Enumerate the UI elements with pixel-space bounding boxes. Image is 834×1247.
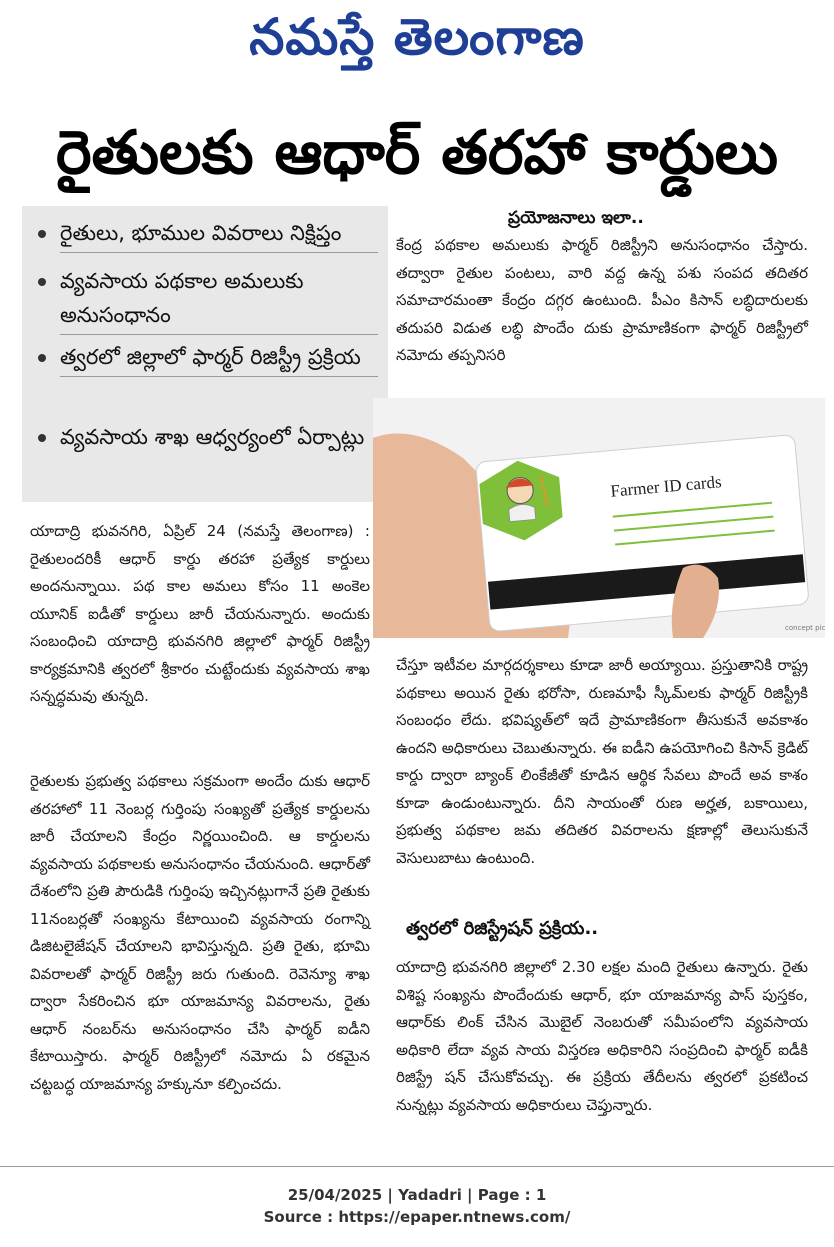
bullet-dot-icon bbox=[38, 354, 46, 362]
article-paragraph: యాదాద్రి భువనగిరి, ఏప్రిల్ 24 (నమస్తే తెలంగాణ) : రైతులందరికీ ఆధార్ కార్డు తరహా ప్రత్యేక కార్డులు అందనున్నాయి. పథ కాల అమలు కోసం 11 అంకెల యూనిక్ ఐడీతో కార్డులు జారీ చేయనున్నారు. అందుకు సంబంధించి యాదాద్రి భువనగిరి జిల్లాలో ఫార్మర్ రిజిస్ట్రీ కార్యక్రమానికి త్వరలో శ్రీకారం చుట్టేందుకు వ్యవసాయ శాఖ సన్నద్ధమవు తున్నది. bbox=[30, 522, 370, 705]
article-paragraph: చేస్తూ ఇటీవల మార్గదర్శకాలు కూడా జారీ అయ్యాయి. ప్రస్తుతానికి రాష్ట్ర పథకాలు అయిన రైతు భరోసా, రుణమాఫీ స్కీమ్‌లకు ఫార్మర్ రిజిస్ట్రీకి సంబంధం లేదు. భవిష్యత్‌లో ఇదే ప్రామాణికంగా తీసుకునే అవకాశం ఉందని అధికారులు చెబుతున్నారు. ఈ ఐడీని ఉపయోగించి కిసాన్ క్రెడిట్ కార్డు ద్వారా బ్యాంక్ లింకేజీతో కూడిన ఆర్థిక సేవలు పొందే అవ కాశం కూడా ఉండుంటున్నారు. దీని సాయంతో రుణ అర్హత, బకాయిలు, ప్రభుత్వ పథకాల జమ తదితర వివరాలను క్షణాల్లో తెలుసుకునే వెసులుబాటు ఉంటుంది. bbox=[396, 656, 808, 867]
highlight-text: వ్యవసాయ పథకాల అమలుకు అనుసంధానం bbox=[60, 264, 378, 335]
highlight-text: త్వరలో జిల్లాలో ఫార్మర్ రిజిస్ట్రీ ప్రక్రియ bbox=[60, 340, 378, 377]
footer-source-link[interactable]: Source : https://epaper.ntnews.com/ bbox=[263, 1208, 571, 1226]
subheading-registration: త్వరలో రిజిస్ట్రేషన్ ప్రక్రియ.. bbox=[406, 918, 599, 939]
headline: రైతులకు ఆధార్ తరహా కార్డులు bbox=[55, 118, 779, 188]
highlight-item bbox=[38, 420, 378, 456]
footer-divider bbox=[0, 1166, 834, 1167]
footer-date-line: 25/04/2025 | Yadadri | Page : 1 bbox=[287, 1186, 547, 1204]
card-label: Farmer ID cards bbox=[609, 472, 723, 501]
highlight-item bbox=[38, 216, 378, 253]
article-paragraph: కేంద్ర పథకాల అమలుకు ఫార్మర్ రిజిస్ట్రీని అనుసంధానం చేస్తారు. తద్వారా రైతుల పంటలు, వారి వద్ద ఉన్న పశు సంపద తదితర సమాచారమంతా కేంద్రం దగ్గర ఉంటుంది. పీఎం కిసాన్ లబ్ధిదారులకు తదుపరి విడుత లబ్ధి పొందేం దుకు ప్రామాణికంగా ఫార్మర్ రిజిస్ట్రీలో నమోదు తప్పనిసరి bbox=[396, 236, 808, 364]
farmer-id-card-illustration bbox=[373, 398, 825, 638]
masthead: నమస్తే తెలంగాణ bbox=[249, 8, 585, 66]
article-paragraph: రైతులకు ప్రభుత్వ పథకాలు సక్రమంగా అందేం దుకు ఆధార్ తరహాలో 11 నెంబర్ల గుర్తింపు సంఖ్యతో ప్రత్యేక కార్డులను జారీ చేయాలని కేంద్రం నిర్ణయించింది. ఆ కార్డులను వ్యవసాయ పథకాలకు అనుసంధానం చేయనుంది. ఆధార్‌తో దేశంలోని ప్రతి పౌరుడికి గుర్తింపు ఇచ్చినట్లుగానే ప్రతి రైతుకు 11నంబర్లతో సంఖ్యను కేటాయించి వ్యవసాయ రంగాన్ని డిజిటలైజేషన్ చేయాలని భావిస్తున్నది. ప్రతి రైతు, భూమి వివరాలతో ఫార్మర్ రిజిస్ట్రీ జరు గుతుంది. రెవెన్యూ శాఖ ద్వారా సేకరించిన భూ యాజమాన్య వివరాలను, రైతు ఆధార్ నంబర్‌ను అనుసంధానం చేసి ఫార్మర్ ఐడీని కేటాయిస్తారు. ఫార్మర్ రిజిస్ట్రీలో నమోదు ఏ రకమైన చట్టబద్ధ యాజమాన్య హక్కునూ కల్పించదు. bbox=[30, 772, 370, 1093]
article-paragraph: యాదాద్రి భువనగిరి జిల్లాలో 2.30 లక్షల మంది రైతులు ఉన్నారు. రైతు విశిష్ట సంఖ్యను పొందేందుకు ఆధార్, భూ యాజమాన్య పాస్ పుస్తకం, ఆధార్‌కు లింక్ చేసిన మొబైల్ నెంబరుతో సమీపంలోని వ్యవసాయ అధికారి లేదా వ్యవ సాయ విస్తరణ అధికారిని సంప్రదించి ఫార్మర్ ఐడీకి రిజిస్ట్రే షన్ చేసుకోవచ్చు. ఈ ప్రక్రియ తేదీలను త్వరలో ప్రకటించ నున్నట్లు వ్యవసాయ అధికారులు చెప్తున్నారు. bbox=[396, 958, 808, 1114]
highlights-box bbox=[22, 206, 388, 502]
bullet-dot-icon bbox=[38, 278, 46, 286]
subheading-benefits: ప్రయోజనాలు ఇలా.. bbox=[508, 208, 644, 228]
farmer-id-card-photo bbox=[373, 398, 825, 638]
highlight-text: రైతులు, భూముల వివరాలు నిక్షిప్తం bbox=[60, 216, 378, 253]
highlight-item bbox=[38, 340, 378, 377]
bullet-dot-icon bbox=[38, 230, 46, 238]
highlight-item bbox=[38, 264, 378, 335]
highlight-text: వ్యవసాయ శాఖ ఆధ్వర్యంలో ఏర్పాట్లు bbox=[60, 425, 365, 449]
bullet-dot-icon bbox=[38, 434, 46, 442]
photo-credit: concept pic bbox=[785, 624, 825, 632]
